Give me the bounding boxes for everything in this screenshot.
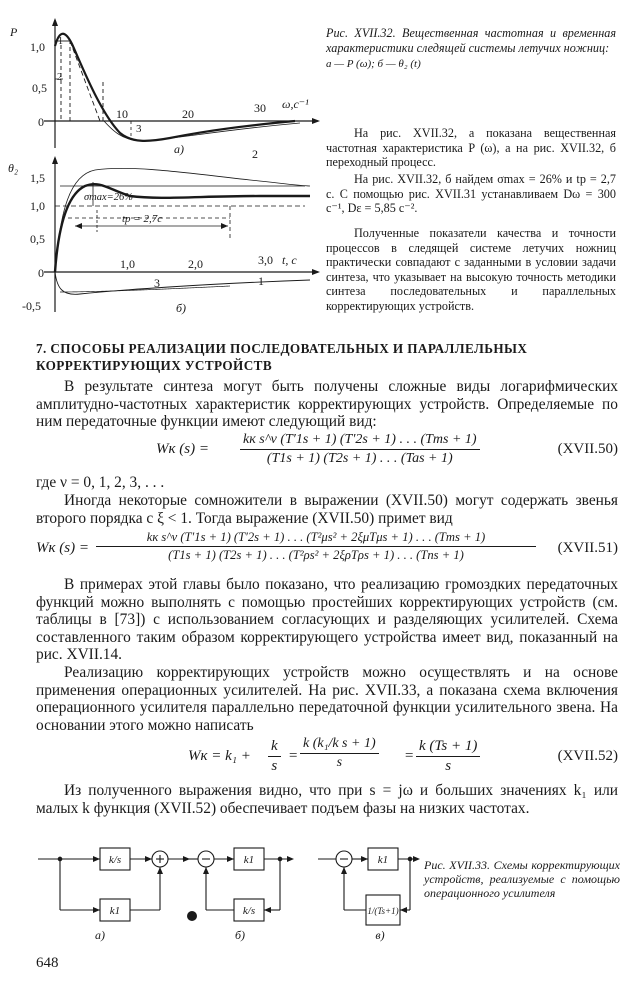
equation-xvii-52: Wк = k₁ + $\frac{k}{s}$ = $\frac{\text{k (k₁/k s + 1)}}{s}$ = $\frac{k (Ts + 1)}{s}$ (XVII.52) bbox=[188, 736, 618, 774]
plot-a-x-tick-20: 20 bbox=[182, 107, 194, 121]
diagram-b-panel-label: б) bbox=[234, 928, 246, 942]
eq51-numerator: kк s^ν (T′1s + 1) (T′2s + 1) . . . (T²μs² + 2ξμTμs + 1) . . . (Tms + 1) bbox=[96, 530, 536, 547]
plot-b-x-label: t, c bbox=[282, 253, 297, 267]
right-paragraph-1: На рис. XVII.32, а показана вещественная частотная характеристика P (ω), а на рис. XVII.32, б переходный процесс. bbox=[326, 126, 616, 169]
figure-caption-top bbox=[326, 26, 616, 72]
plot-b-y-tick-05: 0,5 bbox=[30, 232, 45, 246]
plot-b bbox=[44, 156, 320, 312]
equation-xvii-50 bbox=[36, 432, 618, 468]
plot-b-panel-label: б) bbox=[176, 301, 187, 315]
figure-caption-bottom: Рис. XVII.33. Схемы корректирующих устройств, реализуемые с помощью операционного усилителя bbox=[424, 858, 620, 900]
diagram-c-bottom-label: 1/(Ts+1) bbox=[367, 906, 399, 916]
figure-xvii-32 bbox=[0, 0, 320, 320]
eq50-lhs: Wк (s) = bbox=[156, 441, 209, 457]
plot-b-y-tick-1: 1,0 bbox=[30, 199, 45, 213]
plot-b-y-label: θ₂ bbox=[8, 161, 19, 175]
equation-xvii-51 bbox=[36, 530, 618, 568]
diagram-a-bottom-label: k1 bbox=[109, 905, 121, 917]
plot-b-tp-label: tp = 2,7c bbox=[122, 213, 163, 225]
eq51-tag: (XVII.51) bbox=[557, 540, 618, 556]
right-paragraph-3: Полученные показатели качества и точности процессов в следящей системе летучих ножниц практически совпадают с заданными в условии задачи синтеза, что указывает на высокую точность методики синтеза последовательных и параллельных корректирующих устройств. bbox=[326, 226, 616, 313]
eq51-lhs: Wк (s) = bbox=[36, 540, 89, 556]
eq52-lhs: Wк = k₁ + bbox=[188, 748, 251, 764]
plot-a-x-label: ω,c⁻¹ bbox=[282, 97, 309, 111]
paragraph-2: Иногда некоторые сомножители в выражении (XVII.50) могут содержать звенья второго порядка с ξ < 1. Тогда выражение (XVII.50) примет вид bbox=[36, 492, 618, 527]
caption-title: Рис. XVII.32. Вещественная частотная и временная характеристики следящей системы летучих ножниц: bbox=[326, 26, 616, 55]
diagram-c-panel-label: в) bbox=[375, 928, 385, 942]
eq52-f1-num: k bbox=[268, 738, 281, 757]
diagram-c-top-label: k1 bbox=[377, 854, 389, 866]
plot-b-x-tick-1: 1,0 bbox=[120, 257, 135, 271]
plot-a-panel-label: а) bbox=[174, 142, 184, 156]
plot-a-mark-3: 3 bbox=[136, 123, 142, 135]
eq52-f2-num: k (k₁/k s + 1) bbox=[300, 736, 379, 754]
section-heading: 7. СПОСОБЫ РЕАЛИЗАЦИИ ПОСЛЕДОВАТЕЛЬНЫХ И ПАРАЛЛЕЛЬНЫХ КОРРЕКТИРУЮЩИХ УСТРОЙСТВ bbox=[36, 341, 528, 373]
plot-a-y-label: P bbox=[10, 25, 18, 39]
plot-a bbox=[44, 18, 320, 148]
plot-b-x-tick-3: 3,0 bbox=[258, 253, 273, 267]
plot-b-x-tick-2: 2,0 bbox=[188, 257, 203, 271]
right-paragraph-2: На рис. XVII.32, б найдем σmax = 26% и tp = 2,7 с. С помощью рис. XVII.31 устанавливаем Dω = 300 с⁻¹, Dε = 5,85 с⁻². bbox=[326, 172, 616, 215]
plot-b-curve-3 bbox=[60, 286, 230, 292]
diagram-b-bottom-label: k/s bbox=[242, 905, 256, 917]
caption-legend: а — P (ω); б — θ₂ (t) bbox=[326, 58, 421, 70]
eq52-f3-num: k (Ts + 1) bbox=[416, 738, 480, 757]
paragraph-1: В результате синтеза могут быть получены сложные виды логарифмических амплитудно-частотных характеристик корректирующих устройств. Определяемые по ним передаточные функции имеют следующий вид: bbox=[36, 378, 618, 431]
plot-a-mark-2: 2 bbox=[57, 72, 62, 83]
plot-b-curve-1 bbox=[55, 272, 310, 294]
plot-b-y-tick-m05: -0,5 bbox=[22, 299, 41, 313]
plot-a-curve-p bbox=[55, 34, 295, 141]
plot-a-y-tick-1: 1,0 bbox=[30, 40, 45, 54]
diagram-a-top-label: k/s bbox=[108, 854, 122, 866]
page-number: 648 bbox=[36, 955, 59, 971]
plot-b-sigma-label: σmax=26% bbox=[84, 192, 134, 203]
eq50-numerator: kк s^ν (T′1s + 1) (T′2s + 1) . . . (Tms + 1) bbox=[240, 432, 480, 450]
plot-b-mark-2: 2 bbox=[252, 147, 258, 161]
print-dot bbox=[187, 911, 197, 921]
where-line: где ν = 0, 1, 2, 3, . . . bbox=[36, 474, 165, 491]
plot-b-mark-3: 3 bbox=[154, 276, 160, 290]
plot-b-y-tick-0: 0 bbox=[38, 266, 44, 280]
eq50-tag: (XVII.50) bbox=[557, 441, 618, 457]
plot-a-y-tick-05: 0,5 bbox=[32, 81, 47, 95]
eq50-denominator: (T1s + 1) (T2s + 1) . . . (Tas + 1) bbox=[266, 451, 453, 466]
plot-a-y-tick-0: 0 bbox=[38, 115, 44, 129]
eq52-f1-den: s bbox=[271, 758, 278, 774]
diagram-b bbox=[182, 848, 294, 921]
plot-a-mark-1: 1 bbox=[58, 36, 63, 47]
paragraph-3: В примерах этой главы было показано, что реализацию громоздких передаточных функций можно выполнять с помощью простейших корректирующих устройств (см. таблицы в [73]) с использованием согласующих и разделяющих усилителей. Схема составленного таким образом корректирующего устройства имеет вид, показанный на рис. XVII.14. bbox=[36, 576, 618, 664]
plot-a-x-tick-30: 30 bbox=[254, 101, 266, 115]
paragraph-4: Реализацию корректирующих устройств можно осуществлять и на основе применения операционных усилителей. На рис. XVII.33, а показана схема включения операционного усилителя параллельно передаточной функции усилительного звена. На основании этого можно написать bbox=[36, 664, 618, 734]
plot-b-mark-1: 1 bbox=[258, 274, 264, 288]
paragraph-5: Из полученного выражения видно, что при s = jω и больших значениях k₁ или малых k функция (XVII.52) обеспечивает подъем фазы на низких частотах. bbox=[36, 782, 618, 817]
eq52-f2-den: s bbox=[336, 755, 343, 770]
plot-b-y-tick-15: 1,5 bbox=[30, 171, 45, 185]
figure-xvii-33-diagrams bbox=[30, 842, 420, 942]
eq52-tag: (XVII.52) bbox=[557, 748, 618, 764]
eq52-f3-den: s bbox=[445, 758, 452, 774]
diagram-a-panel-label: а) bbox=[95, 928, 105, 942]
plot-a-x-tick-10: 10 bbox=[116, 107, 128, 121]
eq51-denominator: (T1s + 1) (T2s + 1) . . . (T²ρs² + 2ξρTρs + 1) . . . (Tns + 1) bbox=[168, 548, 464, 562]
diagram-b-top-label: k1 bbox=[243, 854, 255, 866]
